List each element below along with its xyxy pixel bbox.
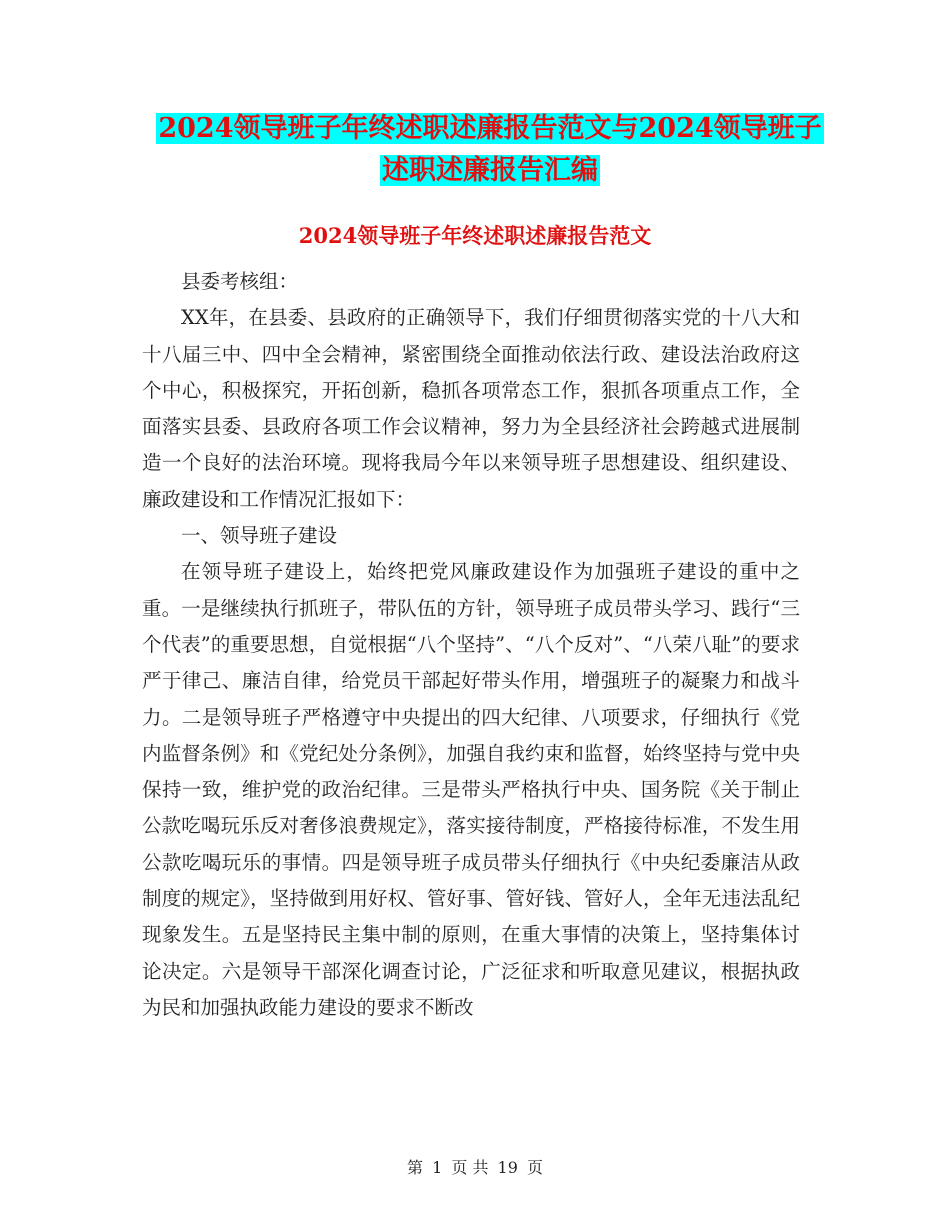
section-title: 2024领导班子年终述职述廉报告范文 [298, 223, 652, 248]
title-line-1: 2024领导班子年终述职述廉报告范文与2024领导班子 [158, 113, 822, 144]
document-body [142, 264, 800, 1026]
title-line-2: 述职述廉报告汇编 [382, 155, 598, 186]
document-title [140, 108, 840, 192]
heading-leadership-building: 一、领导班子建设 [181, 524, 338, 548]
total-pages: 19 [497, 1158, 518, 1177]
footer-mid: 页 共 [451, 1158, 489, 1177]
page-footer [0, 1155, 950, 1178]
footer-prefix: 第 [406, 1158, 423, 1177]
footer-suffix: 页 [527, 1158, 544, 1177]
page-number: 1 [432, 1158, 443, 1177]
salutation: 县委考核组： [181, 270, 299, 293]
paragraph-leadership-building: 在领导班子建设上，始终把党风廉政建设作为加强班子建设的重中之重。一是继续执行抓班子，带队伍的方针，领导班子成员带头学习、践行“三个代表”的重要思想，自觉根据“八个坚持”、“八个反对”、“八荣八耻”的要求严于律己、廉洁自律，给党员干部起好带头作用，增强班子的凝聚力和战斗力。二是领导班子严格遵守中央提出的四大纪律、八项要求，仔细执行《党内监督条例》和《党纪处分条例》，加强自我约束和监督，始终坚持与党中央保持一致，维护党的政治纪律。三是带头严格执行中央、国务院《关于制止公款吃喝玩乐反对奢侈浪费规定》，落实接待制度，严格接待标准，不发生用公款吃喝玩乐的事情。四是领导班子成员带头仔细执行《中央纪委廉洁从政制度的规定》，坚持做到用好权、管好事、管好钱、管好人，全年无违法乱纪现象发生。五是坚持民主集中制的原则，在重大事情的决策上，坚持集体讨论决定。六是领导干部深化调查讨论，广泛征求和听取意见建议，根据执政为民和加强执政能力建设的要求不断改 [142, 560, 800, 1019]
paragraph-intro: XX年，在县委、县政府的正确领导下，我们仔细贯彻落实党的十八大和十八届三中、四中全会精神，紧密围绕全面推动依法行政、建设法治政府这个中心，积极探究，开拓创新，稳抓各项常态工作，狠抓各项重点工作，全面落实县委、县政府各项工作会议精神，努力为全县经济社会跨越式进展制造一个良好的法治环境。现将我局今年以来领导班子思想建设、组织建设、廉政建设和工作情况汇报如下： [142, 306, 800, 511]
